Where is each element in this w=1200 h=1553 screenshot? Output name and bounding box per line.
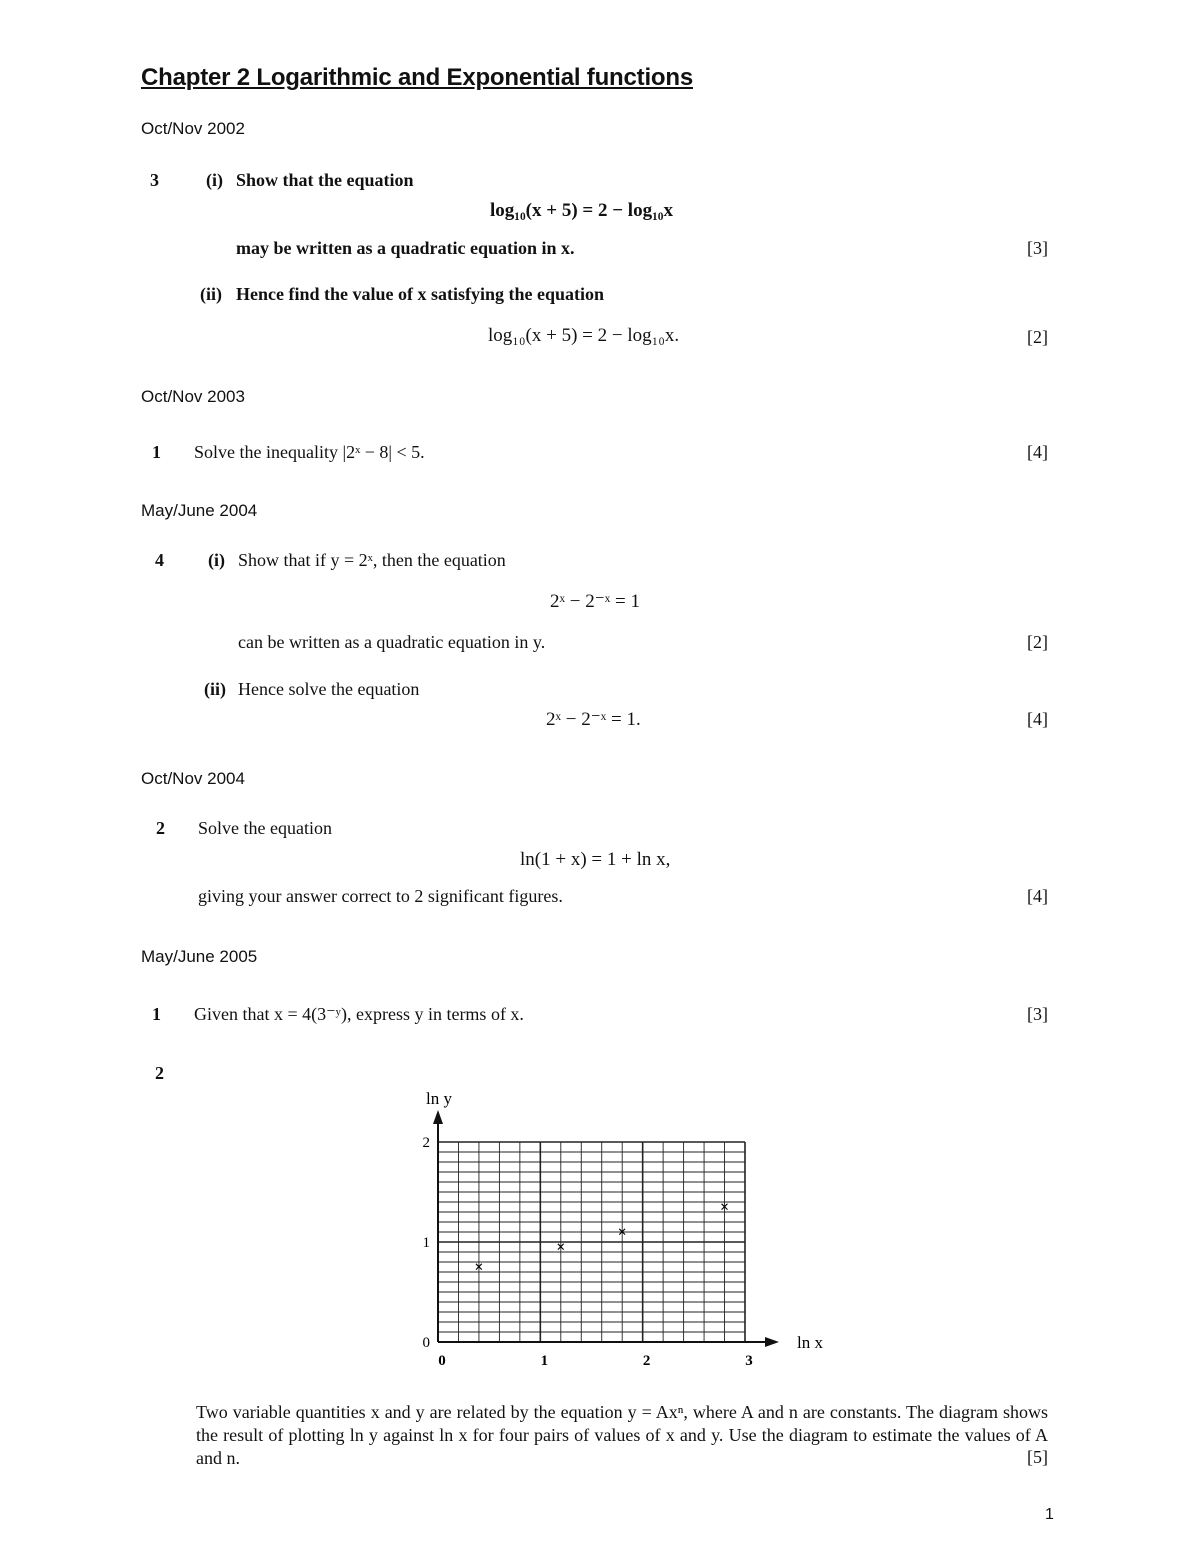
marks: [2]	[1027, 327, 1048, 347]
equation: 2ˣ − 2⁻ˣ = 1.	[546, 709, 641, 730]
y-tick-label: 1	[422, 1235, 430, 1251]
marks: [4]	[1027, 442, 1048, 462]
question-number: 2	[156, 818, 165, 838]
part-label: (i)	[208, 550, 225, 570]
question-number: 1	[152, 1004, 161, 1024]
question-number: 3	[150, 170, 159, 190]
question-text: Show that if y = 2ˣ, then the equation	[238, 550, 506, 570]
data-point: ×	[719, 1199, 730, 1216]
marks: [2]	[1027, 632, 1048, 652]
question-text: Show that the equation	[236, 170, 414, 190]
page-title: Chapter 2 Logarithmic and Exponential functions	[141, 64, 693, 91]
y-tick-label: 0	[422, 1335, 430, 1351]
question-number: 1	[152, 442, 161, 462]
equation: log₁₀(x + 5) = 2 − log₁₀x.	[488, 325, 680, 346]
ln-graph	[400, 1080, 840, 1380]
question-text: Solve the equation	[198, 818, 332, 838]
question-number: 2	[155, 1063, 164, 1083]
data-point: ×	[474, 1259, 484, 1276]
marks: [4]	[1027, 886, 1048, 906]
part-label: (i)	[206, 170, 223, 190]
x-axis-label: ln x	[797, 1333, 823, 1352]
y-axis-arrow	[433, 1110, 443, 1124]
equation: ln(1 + x) = 1 + ln x,	[520, 849, 671, 870]
page-number: 1	[1045, 1506, 1054, 1523]
question-text: Two variable quantities x and y are related by the equation y = Axⁿ, where A and n are constants. The diagram shows the result of plotting ln y against ln x for four pairs of values of x and y. Use the diagram to estimate the values of A and n.	[196, 1402, 1048, 1468]
part-label: (ii)	[204, 679, 226, 699]
data-point: ×	[556, 1239, 566, 1256]
axis-labels	[426, 1089, 823, 1352]
session-heading: Oct/Nov 2003	[141, 387, 245, 406]
marks: [3]	[1027, 1004, 1048, 1024]
x-tick-label: 3	[745, 1353, 753, 1369]
x-tick-label: 2	[642, 1353, 651, 1369]
marks: [5]	[1021, 1447, 1048, 1468]
data-point: ×	[617, 1224, 627, 1241]
session-heading: Oct/Nov 2002	[141, 119, 245, 138]
y-axis-label: ln y	[426, 1089, 452, 1108]
grid-lines	[438, 1142, 745, 1342]
x-axis-arrow	[765, 1337, 779, 1347]
equation: log₁₀(x + 5) = 2 − log₁₀x	[490, 200, 673, 221]
equation: 2ˣ − 2⁻ˣ = 1	[550, 591, 640, 612]
question-text: can be written as a quadratic equation in y.	[238, 632, 546, 652]
question-text: may be written as a quadratic equation in x.	[236, 238, 575, 258]
question-text: Solve the inequality |2ˣ − 8| < 5.	[194, 442, 425, 462]
session-heading: May/June 2005	[141, 947, 258, 966]
axes	[433, 1110, 779, 1347]
marks: [4]	[1027, 709, 1048, 729]
x-tick-label: 1	[540, 1353, 549, 1369]
question-text: Hence find the value of x satisfying the equation	[236, 284, 605, 304]
part-label: (ii)	[200, 284, 222, 304]
x-tick-label: 0	[438, 1353, 446, 1369]
question-text: Hence solve the equation	[238, 679, 420, 699]
y-tick-label: 2	[422, 1135, 430, 1151]
marks: [3]	[1027, 238, 1048, 258]
question-text: Given that x = 4(3⁻ʸ), express y in terms of x.	[194, 1004, 524, 1024]
question-text: giving your answer correct to 2 significant figures.	[198, 886, 563, 906]
session-heading: Oct/Nov 2004	[141, 769, 245, 788]
question-number: 4	[155, 550, 164, 570]
session-heading: May/June 2004	[141, 501, 258, 520]
